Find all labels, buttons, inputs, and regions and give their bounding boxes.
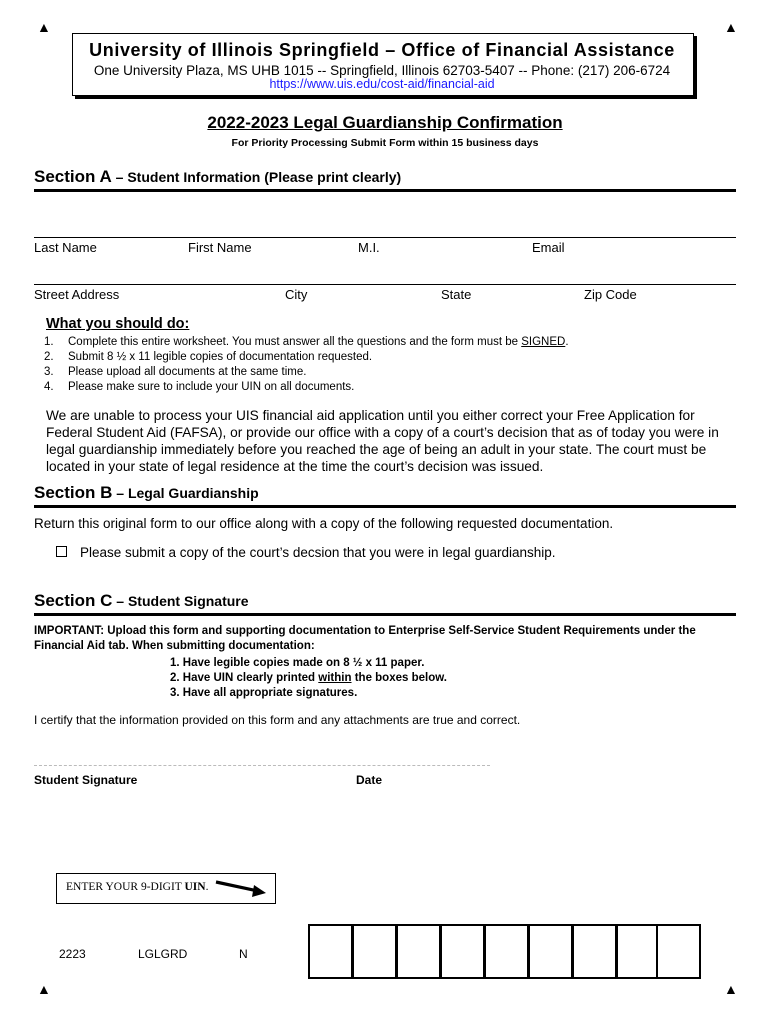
- first-name-label: First Name: [188, 240, 252, 255]
- form-year-code: 2223: [59, 947, 86, 961]
- address-line: One University Plaza, MS UHB 1015 -- Springfield, Illinois 62703-5407 -- Phone: (217) 206-6724: [93, 63, 671, 78]
- arrow-right-icon: [214, 876, 270, 900]
- uin-digit-box[interactable]: [308, 924, 353, 979]
- instruction-item: 1. Complete this entire worksheet. You must answer all the questions and the form must be SIGNED.: [44, 336, 569, 348]
- section-a-rule: [34, 189, 736, 192]
- last-name-label: Last Name: [34, 240, 97, 255]
- form-type-code: LGLGRD: [138, 947, 188, 961]
- fafsa-paragraph: We are unable to process your UIS financial aid application until you either correct your Free Application for Federal Student Aid (FAFSA), or provide our office with a copy of a court’s decision that as of today you were in legal guardianship immediately before you reached the age of being an adult in your state. The court must be located in your state of legal residence at the time the court’s decision was issued.: [46, 408, 719, 474]
- section-c-rule: [34, 613, 736, 616]
- street-address-label: Street Address: [34, 287, 120, 302]
- uin-prompt: ENTER YOUR 9-DIGIT UIN.: [66, 881, 209, 893]
- section-b-rule: [34, 505, 736, 508]
- institution-title: University of Illinois Springfield – Office of Financial Assistance: [89, 40, 675, 60]
- section-b-heading: [34, 483, 259, 503]
- signature-line[interactable]: [34, 765, 490, 766]
- city-label: City: [285, 287, 308, 302]
- section-c-title: – Student Signature: [112, 593, 249, 609]
- signed-emphasis: SIGNED: [521, 336, 566, 348]
- uin-digit-box[interactable]: [572, 924, 617, 979]
- instructions-title: What you should do:: [46, 316, 190, 332]
- instruction-item: 2. Submit 8 ½ x 11 legible copies of documentation requested.: [44, 351, 373, 363]
- uin-digit-box[interactable]: [352, 924, 397, 979]
- corner-mark-bottom-right: ▲: [724, 981, 738, 997]
- instruction-item: 4. Please make sure to include your UIN on all documents.: [44, 381, 355, 393]
- corner-mark-top-right: ▲: [724, 19, 738, 35]
- instruction-item: 3. Please upload all documents at the same time.: [44, 366, 307, 378]
- row1-fill-line[interactable]: [34, 237, 736, 238]
- middle-initial-label: M.I.: [358, 240, 380, 255]
- section-a-letter: Section A: [34, 167, 112, 186]
- website-link[interactable]: https://www.uis.edu/cost-aid/financial-aid: [269, 77, 495, 91]
- return-instructions: Return this original form to our office along with a copy of the following requested documentation.: [34, 516, 614, 531]
- important-notice: IMPORTANT: Upload this form and supporting documentation to Enterprise Self-Service Student Requirements under the Financial Aid tab. When submitting documentation:: [34, 625, 696, 652]
- section-c-letter: Section C: [34, 591, 113, 610]
- uin-digit-box[interactable]: [484, 924, 529, 979]
- corner-mark-top-left: ▲: [37, 19, 51, 35]
- student-signature-label: Student Signature: [34, 773, 138, 787]
- form-subtitle: For Priority Processing Submit Form within 15 business days: [231, 137, 539, 149]
- date-label: Date: [356, 773, 383, 787]
- form-flag-code: N: [239, 947, 248, 961]
- court-decision-checkbox-label: Please submit a copy of the court’s decsion that you were in legal guardianship.: [80, 545, 556, 560]
- uin-bold: UIN: [184, 881, 206, 893]
- requirement-item: 3. Have all appropriate signatures.: [170, 687, 358, 699]
- section-c-heading: [34, 591, 249, 611]
- uin-digit-box[interactable]: [396, 924, 441, 979]
- section-a-heading: [34, 167, 401, 187]
- row2-fill-line[interactable]: [34, 284, 736, 285]
- requirement-item: 2. Have UIN clearly printed within the boxes below.: [170, 672, 447, 684]
- instructions-list: [34, 335, 569, 395]
- corner-mark-bottom-left: ▲: [37, 981, 51, 997]
- court-decision-checkbox[interactable]: [56, 546, 67, 557]
- section-b-letter: Section B: [34, 483, 113, 502]
- requirement-item: 1. Have legible copies made on 8 ½ x 11 paper.: [170, 657, 425, 669]
- uin-digit-box[interactable]: [440, 924, 485, 979]
- section-a-title: – Student Information (Please print clearly): [111, 169, 402, 185]
- uin-digit-box[interactable]: [528, 924, 573, 979]
- uin-digit-box[interactable]: [616, 924, 661, 979]
- section-b-title: – Legal Guardianship: [112, 485, 259, 501]
- within-emphasis: within: [318, 672, 352, 684]
- submission-requirements: [170, 656, 447, 701]
- zip-code-label: Zip Code: [584, 287, 637, 302]
- state-label: State: [441, 287, 472, 302]
- email-label: Email: [532, 240, 565, 255]
- form-title: 2022-2023 Legal Guardianship Confirmation: [207, 113, 563, 132]
- uin-digit-box[interactable]: [656, 924, 701, 979]
- certification-statement: I certify that the information provided on this form and any attachments are true and correct.: [34, 713, 521, 727]
